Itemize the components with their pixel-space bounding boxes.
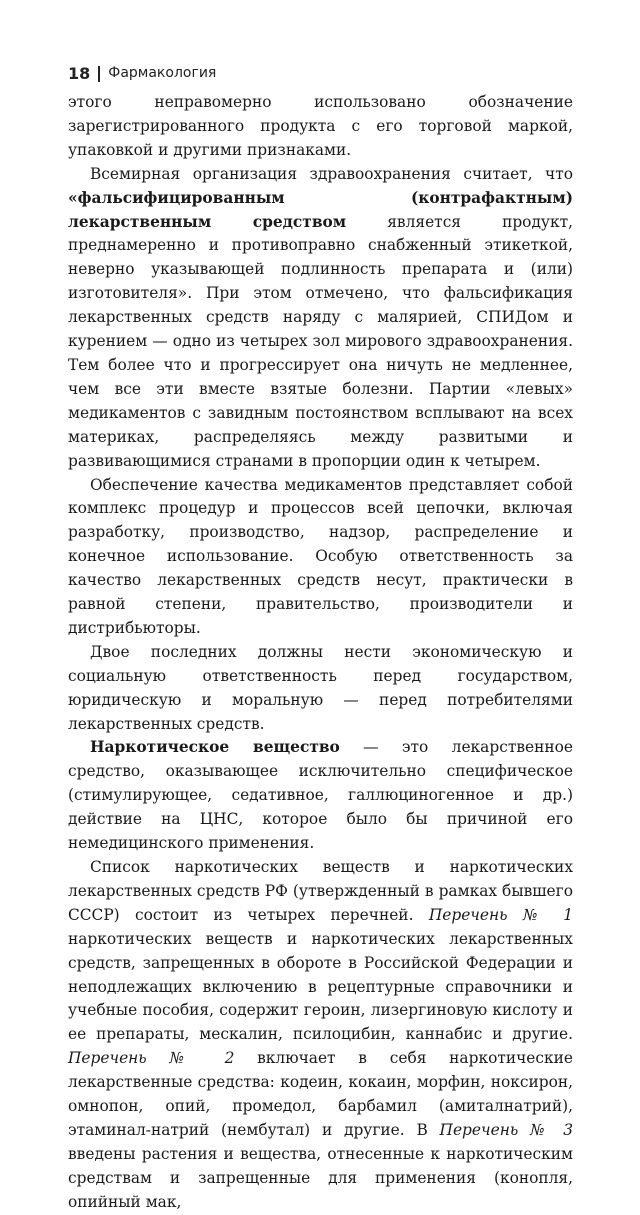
term-counterfeit: «фальсифицированным (контрафактным) лекарственным средством	[68, 188, 573, 231]
paragraph-5-rest: — это лекарственное средство, оказывающее исключительно специфическое (стимулирующее, седативное, галлюциногенное и др.) действие на ЦНС, которое было бы причиной его немедицинского применения.	[68, 738, 573, 853]
section-title: Фармакология	[108, 65, 217, 82]
paragraph-4-text: Двое последних должны нести экономическую и социальную ответственность перед государством, юридическую и моральную — перед потребителями лекарственных средств.	[68, 642, 573, 733]
paragraph-6-part-2: наркотических веществ и наркотических лекарственных средств, запрещенных в обороте в Российской Федерации и неподлежащих включению в рецептурные справочники и учебные пособия, содержит героин, лизергиновую кислоту и ее препараты, мескалин, псилоцибин, каннабис и другие.	[68, 929, 573, 1044]
paragraph-3-text: Обеспечение качества медикаментов представляет собой комплекс процедур и процессов всей цепочки, включая разработку, производство, надзор, распределение и конечное использование. Особую ответственность за качество лекарственных средств несут, практически в равной степени, правительство, производители и дистрибьюторы.	[68, 475, 573, 637]
paragraph-1	[68, 91, 573, 163]
list-2-ref: Перечень № 2	[68, 1049, 235, 1068]
paragraph-1-text: этого неправомерно использовано обозначение зарегистрированного продукта с его торговой маркой, упаковкой и другими признаками.	[68, 93, 573, 159]
list-1-ref: Перечень № 1	[428, 905, 573, 924]
paragraph-2-lead: Всемирная организация здравоохранения считает, что	[90, 164, 573, 183]
list-3-ref: Перечень № 3	[439, 1120, 573, 1139]
paragraph-6-part-4: введены растения и вещества, отнесенные к наркотическим средствам и запрещенные для применения (конопля, опийный мак,	[68, 1144, 573, 1211]
book-page	[68, 62, 573, 1215]
running-header	[68, 62, 573, 86]
paragraph-5	[68, 736, 573, 856]
paragraph-6-part-3: включает в себя наркотические лекарственные средства: кодеин, кокаин, морфин, ноксирон, омнопон, опий, промедол, барбамил (амиталнатрий), этаминал-натрий (нембутал) и другие. В	[68, 1049, 573, 1139]
paragraph-2	[68, 163, 573, 474]
paragraph-4	[68, 641, 573, 737]
paragraph-2-rest: является продукт, преднамеренно и противоправно снабженный этикеткой, неверно указывающей подлинность препарата и (или) изготовителя». При этом отмечено, что фальсификация лекарственных средств наряду с малярией, СПИДом и курением — одно из четырех зол мирового здравоохранения. Тем более что и прогрессирует она ничуть не медленнее, чем все эти вместе взятые болезни. Партии «левых» медикаментов с завидным постоянством всплывают на всех материках, распределяясь между развитыми и развивающимися странами в пропорции один к четырем.	[68, 212, 573, 470]
header-divider	[98, 66, 100, 82]
paragraph-3	[68, 474, 573, 641]
paragraph-6	[68, 856, 573, 1215]
paragraph-6-part-1: Список наркотических веществ и наркотических лекарственных средств РФ (утвержденный в рамках бывшего СССР) состоит из четырех перечней.	[68, 858, 573, 924]
term-narcotic: Наркотическое вещество	[90, 738, 340, 757]
page-number: 18	[68, 64, 91, 84]
